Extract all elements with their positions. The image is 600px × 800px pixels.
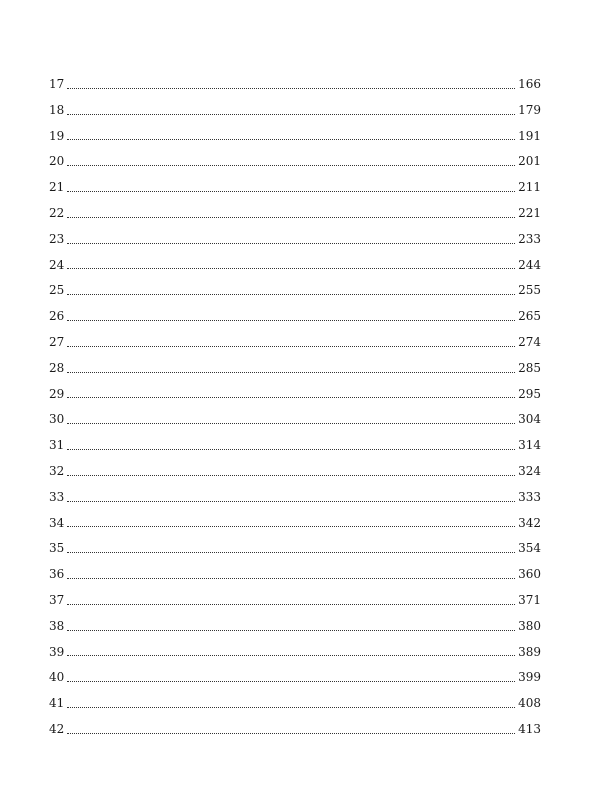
toc-entry[interactable] [49, 98, 541, 124]
toc-entry[interactable] [49, 175, 541, 201]
chapter-number: 21 [49, 180, 65, 195]
chapter-number: 31 [49, 438, 65, 453]
page-number: 221 [518, 205, 541, 220]
dot-leader [67, 138, 515, 140]
chapter-number: 28 [49, 360, 65, 375]
chapter-number: 18 [49, 102, 65, 117]
toc-entry[interactable] [49, 72, 541, 98]
chapter-number: 37 [49, 592, 65, 607]
page-number: 399 [518, 670, 541, 685]
page-number: 354 [518, 541, 541, 556]
chapter-number: 23 [49, 231, 65, 246]
chapter-number: 29 [49, 386, 65, 401]
toc-entry[interactable] [49, 330, 541, 356]
chapter-number: 25 [49, 283, 65, 298]
chapter-number: 38 [49, 618, 65, 633]
page-number: 342 [518, 515, 541, 530]
dot-leader [67, 216, 515, 218]
toc-entry[interactable] [49, 511, 541, 537]
dot-leader [67, 87, 515, 89]
toc-entry[interactable] [49, 124, 541, 150]
page-number: 191 [518, 128, 541, 143]
chapter-number: 24 [49, 257, 65, 272]
page-number: 380 [518, 618, 541, 633]
page-number: 201 [518, 154, 541, 169]
toc-entry[interactable] [49, 382, 541, 408]
page-number: 265 [518, 309, 541, 324]
toc-entry[interactable] [49, 304, 541, 330]
page-number: 389 [518, 644, 541, 659]
dot-leader [67, 654, 515, 656]
dot-leader [67, 577, 515, 579]
dot-leader [67, 500, 515, 502]
toc-entry[interactable] [49, 253, 541, 279]
chapter-number: 17 [49, 77, 65, 91]
dot-leader [67, 371, 515, 373]
page-number: 274 [518, 334, 541, 349]
dot-leader [67, 242, 515, 244]
dot-leader [67, 190, 515, 192]
page-number: 371 [518, 592, 541, 607]
toc-entry[interactable] [49, 588, 541, 614]
dot-leader [67, 293, 515, 295]
toc-entry[interactable] [49, 227, 541, 253]
toc-entry[interactable] [49, 536, 541, 562]
chapter-number: 33 [49, 489, 65, 504]
chapter-number: 36 [49, 567, 65, 582]
toc-entry[interactable] [49, 278, 541, 304]
page-number: 360 [518, 567, 541, 582]
dot-leader [67, 113, 515, 115]
dot-leader [67, 732, 515, 734]
toc-entry[interactable] [49, 640, 541, 666]
toc-entry[interactable] [49, 407, 541, 433]
chapter-number: 35 [49, 541, 65, 556]
page-number: 166 [518, 77, 541, 91]
page-number: 408 [518, 696, 541, 711]
toc-entry[interactable] [49, 562, 541, 588]
dot-leader [67, 267, 515, 269]
page-number: 304 [518, 412, 541, 427]
chapter-number: 19 [49, 128, 65, 143]
dot-leader [67, 164, 515, 166]
chapter-number: 39 [49, 644, 65, 659]
chapter-number: 42 [49, 721, 65, 736]
toc-entry[interactable] [49, 433, 541, 459]
page-number: 285 [518, 360, 541, 375]
dot-leader [67, 319, 515, 321]
chapter-number: 34 [49, 515, 65, 530]
dot-leader [67, 551, 515, 553]
page-number: 295 [518, 386, 541, 401]
toc-entry[interactable] [49, 485, 541, 511]
chapter-number: 40 [49, 670, 65, 685]
toc-entry[interactable] [49, 717, 541, 743]
chapter-number: 32 [49, 463, 65, 478]
chapter-number: 30 [49, 412, 65, 427]
chapter-number: 20 [49, 154, 65, 169]
page-number: 233 [518, 231, 541, 246]
dot-leader [67, 396, 515, 398]
dot-leader [67, 345, 515, 347]
chapter-number: 27 [49, 334, 65, 349]
dot-leader [67, 629, 515, 631]
toc-entry[interactable] [49, 201, 541, 227]
dot-leader [67, 422, 515, 424]
page-number: 211 [518, 180, 541, 195]
dot-leader [67, 680, 515, 682]
toc-entry[interactable] [49, 459, 541, 485]
page-number: 255 [518, 283, 541, 298]
dot-leader [67, 525, 515, 527]
dot-leader [67, 706, 515, 708]
page-number: 244 [518, 257, 541, 272]
page-number: 413 [518, 721, 541, 736]
toc-entry[interactable] [49, 149, 541, 175]
page-number: 179 [518, 102, 541, 117]
chapter-number: 41 [49, 696, 65, 711]
toc-entry[interactable] [49, 356, 541, 382]
dot-leader [67, 603, 515, 605]
chapter-number: 26 [49, 309, 65, 324]
chapter-number: 22 [49, 205, 65, 220]
toc-entry[interactable] [49, 691, 541, 717]
dot-leader [67, 474, 515, 476]
toc-entry[interactable] [49, 614, 541, 640]
page-number: 324 [518, 463, 541, 478]
page-number: 333 [518, 489, 541, 504]
toc-entry[interactable] [49, 665, 541, 691]
dot-leader [67, 448, 515, 450]
page-number: 314 [518, 438, 541, 453]
table-of-contents [49, 72, 541, 743]
